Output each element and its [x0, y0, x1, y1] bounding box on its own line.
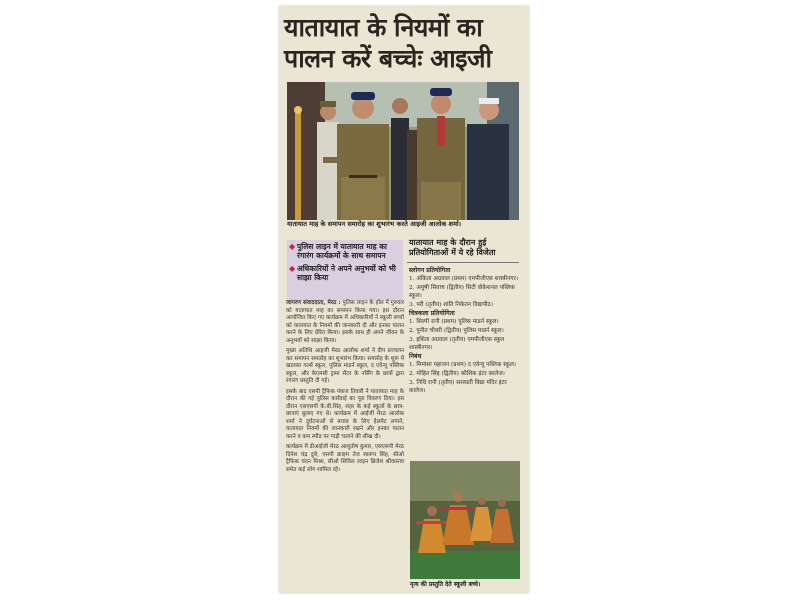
- paragraph-text: पुलिस लाइन के हॉल में गुरुवार को यातायात माह का समापन किया गया। इस दौरान आयोजित किए गए कार्यक्रम में अधिकारियों ने स्कूली बच्चों को यातायात के नियमों की जानकारी दी और इनका पालन करने के लिए प्रेरित किया। इसके साथ ही अपने जीवन के अनुभवों को साझा किया।: [286, 300, 404, 344]
- dance-photo-graphic: [410, 461, 520, 579]
- diamond-bullet-icon: ◆: [289, 242, 296, 251]
- ceremony-photo-graphic: [287, 82, 519, 220]
- winner-entry: 1. मिमांसा महाजन (प्रथम) द एवेन्यू पब्लिक स्कूल।: [409, 362, 516, 368]
- body-paragraph: [286, 300, 404, 345]
- body-paragraph: [286, 348, 404, 386]
- winner-entry: 3. परी (तृतीय) शांति निकेतन विद्यापीठ।: [409, 302, 494, 308]
- winner-entry: 2. पुनीत चौधरी (द्वितीय) पुलिस माडर्न स्कूल।: [409, 328, 504, 334]
- winner-entry: 1. अंकिता अग्रवाल (प्रथम) एमपीजीएस शास्त्रीनगर।: [409, 276, 519, 282]
- highlight-text: अधिकारियों ने अपने अनुभवों को भी साझा किया: [297, 264, 396, 282]
- ceremony-photo-caption: यातायात माह के समापन समारोह का शुभारंभ करते आइजी आलोक शर्मा।: [287, 220, 462, 228]
- body-paragraph: [286, 444, 404, 474]
- results-category-heading: चित्रकला प्रतियोगिता: [409, 310, 455, 317]
- headline-line-2: पालन करें बच्चेः आइजी: [284, 44, 492, 73]
- winner-entry: 2. अयुषी सिवाच (द्वितीय) सिटी वोकेशनल पब्लिक स्कूल।: [409, 285, 515, 299]
- winner-entry: 1. शिल्पी रानी (प्रथम) पुलिस माडर्न स्कूल।: [409, 319, 499, 325]
- paragraph-text: कार्यक्रम में डीआईजी मेरठ आशुतोष कुमार, एसएसपी मेरठ दिनेश चंद्र दुबे, एसपी क्राइम तेज स्वरूप सिंह, सीओ ट्रैफिक चंदन मिश्रा, सीओ सिविल लाइन ब्रिजेश श्रीवास्तव समेत कई लोग शामिल रहे।: [286, 444, 404, 473]
- headline: [284, 12, 524, 74]
- winner-entry: 2. मोहित सिंह (द्वितीय) कौशिक इंटर कालेज।: [409, 371, 505, 377]
- winners-list: [409, 266, 521, 396]
- dateline: जागरण संवाददाता, मेरठ :: [286, 300, 341, 306]
- highlights-box: [287, 240, 403, 300]
- dance-photo-caption: नृत्य की प्रस्तुति देते स्कूली बच्चे।: [410, 581, 481, 588]
- headline-line-1: यातायात के नियमों का: [284, 13, 483, 42]
- diamond-bullet-icon: ◆: [289, 264, 296, 273]
- ceremony-photo: [287, 82, 519, 220]
- paragraph-text: इसके बाद एसपी ट्रैफिक पंकज तिवारी ने यातायात माह के दौरान की गई पुलिस कार्रवाई का पूरा विवरण दिया। इस दौरान एसएसपी के.बी.सिंह, शहर के कई स्कूलों के छात्र-छात्राएं बुलाए गए थे। कार्यक्रम में आईजी मेरठ आलोक शर्मा ने दुर्घटनाओं से बचाव के लिए हेलमेट लगाने, यातायात नियमों की जानकारी रखने और इनका पालन करने व कम स्पीड पर गाड़ी चलाने की सीख दी।: [286, 388, 404, 440]
- newspaper-clipping: [279, 6, 529, 593]
- highlight-item: [287, 240, 403, 262]
- paragraph-text: मुख्य अतिथि आइजी मेरठ आलोक शर्मा ने दीप प्रज्वलन कर समापन समारोह का शुभारंभ किया। समारोह के शुरू में खालसा गर्ल्स स्कूल, पुलिस माडर्न स्कूल, द एवेन्यू पब्लिक स्कूल, और केएमसी ट्रामा सेंटर के नर्सिंग के छात्रों द्वारा रंगारंग प्रस्तुति दी गई।: [286, 348, 404, 384]
- results-category-heading: निबंध: [409, 353, 422, 360]
- body-paragraph: [286, 389, 404, 442]
- winner-entry: 3. इशिता अग्रवाल (तृतीय) एमपीजीएस स्कूल शास्त्रीनगर।: [409, 337, 505, 351]
- article-body: [286, 300, 404, 477]
- results-title: यातायात माह के दौरान हुई प्रतियोगिताओं में ये रहे विजेता: [409, 238, 496, 257]
- highlight-text: पुलिस लाइन में यातायात माह का रंगारंग कार्यक्रमों के साथ समापन: [297, 242, 387, 260]
- dance-photo: [410, 461, 520, 579]
- results-category-heading: स्लोगन प्रतियोगिता: [409, 267, 451, 274]
- winner-entry: 3. निधि रानी (तृतीय) सरस्वती विद्या मंदिर इंटर कालेज।: [409, 380, 507, 394]
- highlight-item: [287, 262, 403, 284]
- results-divider: [407, 262, 519, 263]
